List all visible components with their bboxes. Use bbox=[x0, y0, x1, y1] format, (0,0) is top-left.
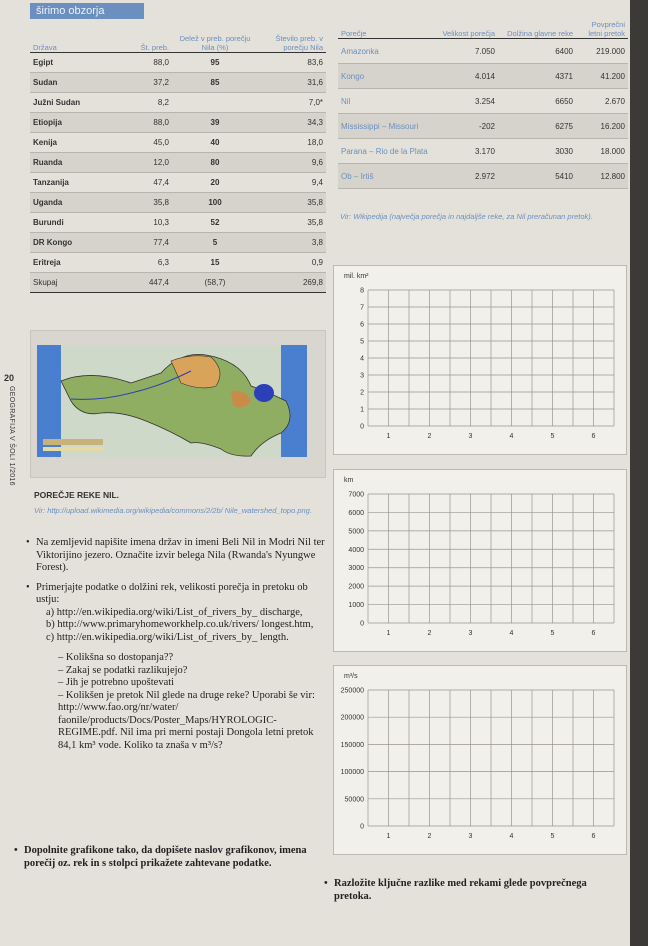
table-row bbox=[338, 64, 628, 89]
y-tick-label: 100000 bbox=[340, 769, 364, 777]
cell-pop: 10,3 bbox=[114, 213, 172, 233]
y-tick-label: 2000 bbox=[348, 583, 364, 591]
table-row bbox=[30, 253, 326, 273]
cell-basin: 7,0* bbox=[258, 93, 326, 113]
cell-basin: 34,3 bbox=[258, 113, 326, 133]
cell-basin: Mississippi – Missouri bbox=[338, 114, 432, 139]
cell-basin: Ob – Irtiš bbox=[338, 164, 432, 189]
section-tag: širimo obzorja bbox=[30, 3, 144, 19]
cell-share: 5 bbox=[172, 233, 258, 253]
y-tick-label: 0 bbox=[360, 423, 364, 431]
cell-country: Tanzanija bbox=[30, 173, 114, 193]
cell-flow: 12.800 bbox=[576, 164, 628, 189]
x-tick-label: 3 bbox=[468, 433, 473, 440]
y-tick-label: 4000 bbox=[348, 546, 364, 554]
cell-country: Uganda bbox=[30, 193, 114, 213]
cell-flow: 2.670 bbox=[576, 89, 628, 114]
y-tick-label: 1000 bbox=[348, 602, 364, 610]
total-row bbox=[30, 273, 326, 293]
cell-share: 20 bbox=[172, 173, 258, 193]
y-tick-label: 6000 bbox=[348, 509, 364, 517]
cell-basin: 35,8 bbox=[258, 213, 326, 233]
col-country: Država bbox=[30, 24, 114, 53]
task-map: • Na zemljevid napišite imena držav in imeni Beli Nil in Modri Nil ter Viktorijino jezero. Označite izvir belega Nila (Rwanda's Nyungwe Forest). bbox=[26, 537, 326, 575]
cell-share: 85 bbox=[172, 73, 258, 93]
x-tick-label: 3 bbox=[468, 833, 473, 840]
cell-flow: 16.200 bbox=[576, 114, 628, 139]
x-tick-label: 5 bbox=[550, 630, 555, 637]
cell-length: 3030 bbox=[498, 139, 576, 164]
cell-basin: Kongo bbox=[338, 64, 432, 89]
table-row bbox=[338, 114, 628, 139]
map-source: Vir: http://upload.wikimedia.org/wikipedia/commons/2/2b/ Nile_watershed_topo.png. bbox=[34, 506, 312, 515]
cell-pop: 77,4 bbox=[114, 233, 172, 253]
river-table bbox=[338, 10, 628, 189]
x-tick-label: 5 bbox=[550, 833, 555, 840]
y-tick-label: 7 bbox=[360, 304, 364, 312]
question-2: – Zakaj se podatki razlikujejo? bbox=[58, 664, 188, 676]
chart-svg bbox=[334, 266, 626, 456]
chart-discharge bbox=[333, 665, 627, 855]
table-row bbox=[338, 139, 628, 164]
table-source: Vir: Wikipedija (največja porečja in najdaljše reke, za Nil preračunan pretok). bbox=[340, 212, 593, 221]
y-tick-label: 200000 bbox=[340, 714, 364, 722]
link-a[interactable]: a) http://en.wikipedia.org/wiki/List_of_rivers_by_ discharge, bbox=[46, 606, 303, 618]
link-b[interactable]: b) http://www.primaryhomeworkhelp.co.uk/rivers/ longest.htm, bbox=[46, 619, 314, 630]
total-basin: 269,8 bbox=[258, 273, 326, 293]
total-pop: 447,4 bbox=[114, 273, 172, 293]
cell-country: Etiopija bbox=[30, 113, 114, 133]
cell-pop: 35,8 bbox=[114, 193, 172, 213]
y-tick-label: 5 bbox=[360, 338, 364, 346]
cell-share: 100 bbox=[172, 193, 258, 213]
table-row bbox=[30, 213, 326, 233]
cell-length: 6275 bbox=[498, 114, 576, 139]
cell-length: 6650 bbox=[498, 89, 576, 114]
y-tick-label: 8 bbox=[360, 287, 364, 295]
cell-basin: 31,6 bbox=[258, 73, 326, 93]
cell-share bbox=[172, 93, 258, 113]
cell-share: 52 bbox=[172, 213, 258, 233]
table-row bbox=[30, 173, 326, 193]
source-links bbox=[36, 607, 326, 645]
y-tick-label: 3000 bbox=[348, 565, 364, 573]
x-tick-label: 3 bbox=[468, 630, 473, 637]
chart-river-length bbox=[333, 469, 627, 652]
cell-country: Burundi bbox=[30, 213, 114, 233]
nile-basin-map bbox=[30, 330, 326, 478]
cell-basin: 3,8 bbox=[258, 233, 326, 253]
cell-pop: 88,0 bbox=[114, 113, 172, 133]
chart-basin-area bbox=[333, 265, 627, 455]
y-tick-label: 0 bbox=[360, 823, 364, 831]
cell-basin: Nil bbox=[338, 89, 432, 114]
y-tick-label: 150000 bbox=[340, 741, 364, 749]
x-tick-label: 5 bbox=[550, 433, 555, 440]
cell-basin: Parana – Rio de la Plata bbox=[338, 139, 432, 164]
question-1: – Kolikšna so dostopanja?? bbox=[58, 652, 174, 663]
table-row bbox=[30, 193, 326, 213]
question-3: – Jih je potrebno upoštevati bbox=[58, 677, 175, 688]
table-row bbox=[30, 73, 326, 93]
cell-flow: 219.000 bbox=[576, 39, 628, 64]
y-tick-label: 4 bbox=[360, 355, 364, 363]
x-tick-label: 2 bbox=[427, 630, 432, 637]
table-row bbox=[30, 113, 326, 133]
cell-pop: 88,0 bbox=[114, 53, 172, 73]
task-compare-text: • Primerjajte podatke o dolžini rek, velikosti porečja in pretoku ob ustju: bbox=[36, 581, 308, 605]
x-tick-label: 6 bbox=[591, 833, 596, 840]
x-tick-label: 6 bbox=[591, 630, 596, 637]
task-charts: • Dopolnite grafikone tako, da dopišete naslov grafikonov, imena porečij oz. rek in s stolpci prikažete zahtevane podatke. bbox=[14, 845, 314, 870]
population-table bbox=[30, 24, 326, 293]
x-tick-label: 4 bbox=[509, 630, 514, 637]
x-tick-label: 1 bbox=[386, 833, 391, 840]
y-tick-label: 3 bbox=[360, 372, 364, 380]
link-c[interactable]: c) http://en.wikipedia.org/wiki/List_of_rivers_by_ length. bbox=[46, 631, 289, 643]
x-tick-label: 4 bbox=[509, 833, 514, 840]
cell-area: 3.254 bbox=[432, 89, 498, 114]
cell-area: -202 bbox=[432, 114, 498, 139]
x-tick-label: 2 bbox=[427, 433, 432, 440]
cell-country: Ruanda bbox=[30, 153, 114, 173]
cell-country: Južni Sudan bbox=[30, 93, 114, 113]
table-row bbox=[30, 153, 326, 173]
y-tick-label: 6 bbox=[360, 321, 364, 329]
x-tick-label: 1 bbox=[386, 630, 391, 637]
y-tick-label: 50000 bbox=[344, 796, 364, 804]
table-row bbox=[30, 133, 326, 153]
y-axis-label: mil. km² bbox=[344, 273, 369, 280]
next-page-edge bbox=[630, 0, 648, 946]
cell-pop: 37,2 bbox=[114, 73, 172, 93]
y-tick-label: 5000 bbox=[348, 528, 364, 536]
cell-length: 4371 bbox=[498, 64, 576, 89]
map-title: POREČJE REKE NIL. bbox=[34, 490, 120, 500]
cell-area: 3.170 bbox=[432, 139, 498, 164]
cell-pop: 12,0 bbox=[114, 153, 172, 173]
cell-basin: 35,8 bbox=[258, 193, 326, 213]
cell-basin: 18,0 bbox=[258, 133, 326, 153]
cell-share: 95 bbox=[172, 53, 258, 73]
journal-label: GEOGRAFIJA V ŠOLI 1/2016 bbox=[8, 386, 15, 486]
x-tick-label: 1 bbox=[386, 433, 391, 440]
table-row bbox=[30, 93, 326, 113]
task-compare bbox=[26, 582, 326, 753]
cell-share: 39 bbox=[172, 113, 258, 133]
cell-pop: 8,2 bbox=[114, 93, 172, 113]
col-river-basin: Porečje bbox=[338, 10, 432, 39]
table-row bbox=[338, 164, 628, 189]
cell-pop: 47,4 bbox=[114, 173, 172, 193]
cell-area: 4.014 bbox=[432, 64, 498, 89]
y-axis-label: m³/s bbox=[344, 673, 358, 680]
cell-country: Eritreja bbox=[30, 253, 114, 273]
cell-area: 7.050 bbox=[432, 39, 498, 64]
cell-country: Kenija bbox=[30, 133, 114, 153]
col-pop: Št. preb. bbox=[114, 24, 172, 53]
table-row bbox=[338, 89, 628, 114]
cell-share: 40 bbox=[172, 133, 258, 153]
chart-svg bbox=[334, 666, 626, 856]
cell-length: 6400 bbox=[498, 39, 576, 64]
x-tick-label: 6 bbox=[591, 433, 596, 440]
questions bbox=[36, 652, 326, 752]
col-area: Velikost porečja bbox=[432, 10, 498, 39]
col-share: Delež v preb. porečju Nila (%) bbox=[172, 24, 258, 53]
cell-basin: 83,6 bbox=[258, 53, 326, 73]
chart-svg bbox=[334, 470, 626, 653]
task-list bbox=[26, 537, 326, 759]
col-length: Dolžina glavne reke bbox=[498, 10, 576, 39]
table-row bbox=[30, 233, 326, 253]
cell-country: Sudan bbox=[30, 73, 114, 93]
col-basin: Število preb. v porečju Nila bbox=[258, 24, 326, 53]
y-tick-label: 0 bbox=[360, 620, 364, 628]
cell-country: Egipt bbox=[30, 53, 114, 73]
cell-length: 5410 bbox=[498, 164, 576, 189]
cell-basin: Amazonka bbox=[338, 39, 432, 64]
cell-share: 80 bbox=[172, 153, 258, 173]
y-tick-label: 1 bbox=[360, 406, 364, 414]
total-share: (58,7) bbox=[172, 273, 258, 293]
y-axis-label: km bbox=[344, 477, 354, 484]
task-explain: • Razložite ključne razlike med rekami glede povprečnega pretoka. bbox=[324, 878, 624, 903]
total-country: Skupaj bbox=[30, 273, 114, 293]
cell-share: 15 bbox=[172, 253, 258, 273]
x-tick-label: 2 bbox=[427, 833, 432, 840]
x-tick-label: 4 bbox=[509, 433, 514, 440]
table-row bbox=[30, 53, 326, 73]
page-number: 20 bbox=[4, 373, 15, 383]
cell-country: DR Kongo bbox=[30, 233, 114, 253]
cell-flow: 41.200 bbox=[576, 64, 628, 89]
y-tick-label: 7000 bbox=[348, 491, 364, 499]
y-tick-label: 2 bbox=[360, 389, 364, 397]
y-tick-label: 250000 bbox=[340, 687, 364, 695]
col-flow: Povprečni letni pretok bbox=[576, 10, 628, 39]
cell-pop: 45,0 bbox=[114, 133, 172, 153]
cell-area: 2.972 bbox=[432, 164, 498, 189]
cell-pop: 6,3 bbox=[114, 253, 172, 273]
cell-basin: 9,4 bbox=[258, 173, 326, 193]
cell-basin: 9,6 bbox=[258, 153, 326, 173]
question-4: – Kolikšen je pretok Nil glede na druge reke? Uporabi še vir: http://www.fao.org/nr/water/ faonile/products/Docs/Poster_Maps/HYROLOGIC- REGIME.pdf. Nil ima pri merni postaji Dongola letni pretok 84,1 km³ vode. Koliko ta znaša v m³/s? bbox=[58, 689, 315, 751]
cell-flow: 18.000 bbox=[576, 139, 628, 164]
table-row bbox=[338, 39, 628, 64]
cell-basin: 0,9 bbox=[258, 253, 326, 273]
